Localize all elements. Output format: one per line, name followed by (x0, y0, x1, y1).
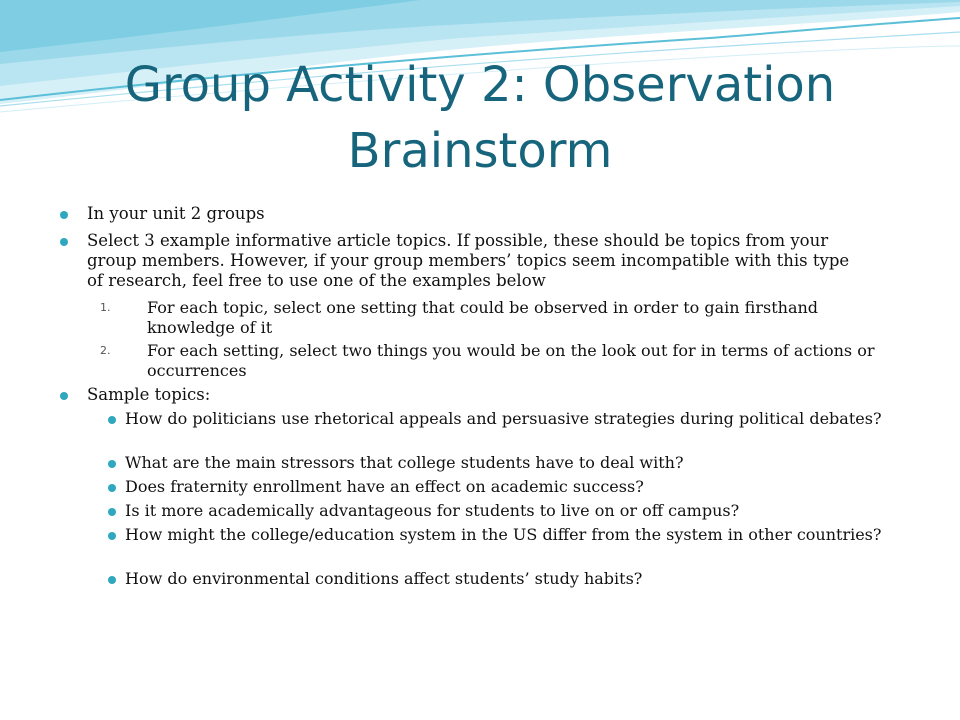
bullet-icon (60, 211, 68, 219)
list-item: Select 3 example informative article topics. If possible, these should be topics from your group members. However, if your group members’ topics seem incompatible with this type of research, feel free to use one of the examples below (87, 231, 850, 290)
bullet-icon (108, 532, 116, 540)
bullet-icon (108, 508, 116, 516)
topic-item: How do environmental conditions affect students’ study habits? (125, 569, 643, 588)
topic-item: How do politicians use rhetorical appeals and persuasive strategies during political debates? (125, 409, 882, 428)
bullet-icon (108, 576, 116, 584)
page-title: Group Activity 2: Observation Brainstorm (124, 57, 836, 179)
list-number: 1. (100, 301, 111, 314)
bullet-icon (60, 238, 68, 246)
numbered-item: For each setting, select two things you would be on the look out for in terms of actions or occurrences (147, 341, 875, 380)
bullet-icon (60, 392, 68, 400)
topic-item: Is it more academically advantageous for students to live on or off campus? (125, 501, 740, 520)
bullet-icon (108, 484, 116, 492)
numbered-item: For each topic, select one setting that could be observed in order to gain firsthand knowledge of it (147, 298, 819, 337)
bullet-icon (108, 416, 116, 424)
topic-item: How might the college/education system in the US differ from the system in other countries? (125, 525, 882, 544)
list-item: Sample topics: (87, 385, 211, 404)
bullet-icon (108, 460, 116, 468)
list-item: In your unit 2 groups (87, 204, 265, 223)
topic-item: What are the main stressors that college students have to deal with? (125, 453, 684, 472)
topic-item: Does fraternity enrollment have an effect on academic success? (125, 477, 644, 496)
list-number: 2. (100, 344, 111, 357)
